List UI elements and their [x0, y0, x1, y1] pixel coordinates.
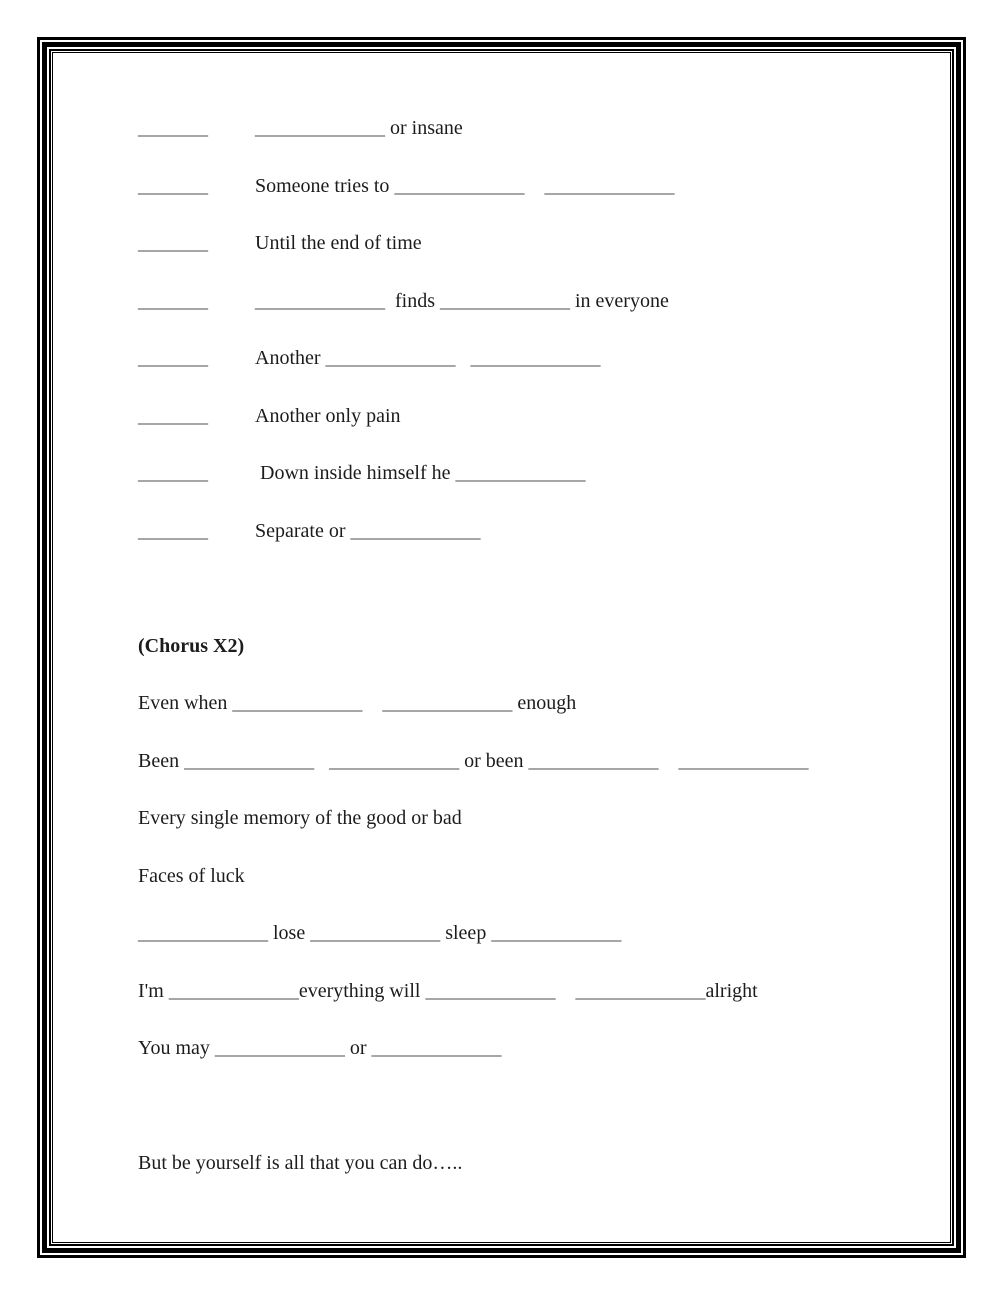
lyric-text — [314, 750, 329, 772]
lyric-text: alright — [705, 979, 758, 1002]
lyric-line — [138, 405, 401, 427]
lyric-line — [138, 1037, 502, 1059]
answer-blank[interactable]: _____________ — [678, 749, 809, 772]
lyric-text: or been — [459, 749, 529, 772]
lyric-line — [138, 807, 462, 829]
answer-blank[interactable]: _____________ — [310, 922, 441, 944]
lyric-text: Another — [255, 347, 326, 369]
lyric-line — [138, 175, 674, 197]
lyric-line — [138, 462, 586, 484]
lyric-text: Until the end of time — [255, 232, 422, 254]
answer-blank[interactable]: _______ — [138, 232, 208, 254]
lyric-text: I'm — [138, 979, 169, 1002]
left-blank-cell — [138, 405, 255, 427]
lyric-text: finds — [385, 289, 440, 312]
lyric-text: Even when — [138, 692, 233, 714]
lyric-line — [138, 865, 245, 887]
lyric-line — [138, 347, 601, 369]
lyric-text: Another only pain — [255, 404, 401, 427]
answer-blank[interactable]: _____________ — [470, 347, 601, 369]
answer-blank[interactable]: _______ — [138, 289, 208, 312]
lyric-text: Faces of luck — [138, 864, 245, 887]
lyric-line — [138, 232, 422, 254]
left-blank-cell — [138, 462, 255, 484]
lyric-text: Separate or — [255, 519, 351, 542]
lyric-text — [362, 692, 382, 714]
lyric-text: Someone tries to — [255, 174, 395, 197]
left-blank-cell — [138, 232, 255, 254]
lyric-text: lose — [268, 922, 311, 944]
answer-blank[interactable]: _____________ — [138, 922, 268, 944]
section-heading-text: (Chorus X2) — [138, 634, 245, 657]
answer-blank[interactable]: _____________ — [232, 692, 363, 714]
lyric-text — [524, 175, 544, 197]
answer-blank[interactable]: _____________ — [544, 174, 675, 197]
lyric-text: Been — [138, 749, 185, 772]
answer-blank[interactable]: _____________ — [491, 922, 622, 944]
left-blank-cell — [138, 117, 255, 139]
lyric-text: But be yourself is all that you can do….. — [138, 1152, 463, 1174]
left-blank-cell — [138, 520, 255, 542]
lyric-text: You may — [138, 1037, 215, 1059]
answer-blank[interactable]: _____________ — [168, 979, 299, 1002]
lyric-text: enough — [512, 692, 577, 714]
lyric-line — [138, 520, 481, 542]
lyric-line — [138, 750, 809, 772]
lyric-line — [138, 922, 621, 944]
lyric-text: or insane — [385, 117, 463, 139]
left-blank-cell — [138, 175, 255, 197]
answer-blank[interactable]: _____________ — [394, 174, 525, 197]
lyric-line — [138, 980, 758, 1002]
answer-blank[interactable]: _____________ — [329, 749, 460, 772]
answer-blank[interactable]: _____________ — [371, 1037, 502, 1059]
answer-blank[interactable]: _____________ — [425, 979, 556, 1002]
lyric-text — [659, 750, 679, 772]
lyric-text: everything will — [298, 979, 426, 1002]
answer-blank[interactable]: _____________ — [184, 749, 315, 772]
answer-blank[interactable]: _______ — [138, 519, 208, 542]
answer-blank[interactable]: _____________ — [350, 519, 481, 542]
answer-blank[interactable]: _____________ — [214, 1037, 345, 1059]
answer-blank[interactable]: _______ — [138, 462, 208, 484]
answer-blank[interactable]: _____________ — [528, 749, 659, 772]
answer-blank[interactable]: _____________ — [440, 289, 570, 312]
answer-blank[interactable]: _______ — [138, 347, 208, 369]
lyric-text — [555, 980, 575, 1002]
lyric-line — [138, 117, 463, 139]
lyric-line — [138, 290, 669, 312]
lyric-text — [456, 347, 471, 369]
lyric-line — [138, 1152, 462, 1174]
lyric-text: sleep — [440, 922, 492, 944]
lyric-text: in everyone — [570, 289, 669, 312]
answer-blank[interactable]: _______ — [138, 174, 208, 197]
answer-blank[interactable]: _____________ — [575, 979, 706, 1002]
lyric-line — [138, 692, 576, 714]
lyric-text: or — [344, 1037, 372, 1059]
section-heading — [138, 635, 244, 657]
answer-blank[interactable]: _____________ — [455, 462, 586, 484]
answer-blank[interactable]: _____________ — [325, 347, 456, 369]
left-blank-cell — [138, 347, 255, 369]
answer-blank[interactable]: _____________ — [382, 692, 513, 714]
answer-blank[interactable]: _______ — [138, 404, 208, 427]
lyric-text: Down inside himself he — [255, 462, 456, 484]
left-blank-cell — [138, 290, 255, 312]
lyric-text: Every single memory of the good or bad — [138, 807, 462, 829]
answer-blank[interactable]: _____________ — [255, 117, 385, 139]
answer-blank[interactable]: _______ — [138, 117, 208, 139]
answer-blank[interactable]: _____________ — [255, 289, 385, 312]
